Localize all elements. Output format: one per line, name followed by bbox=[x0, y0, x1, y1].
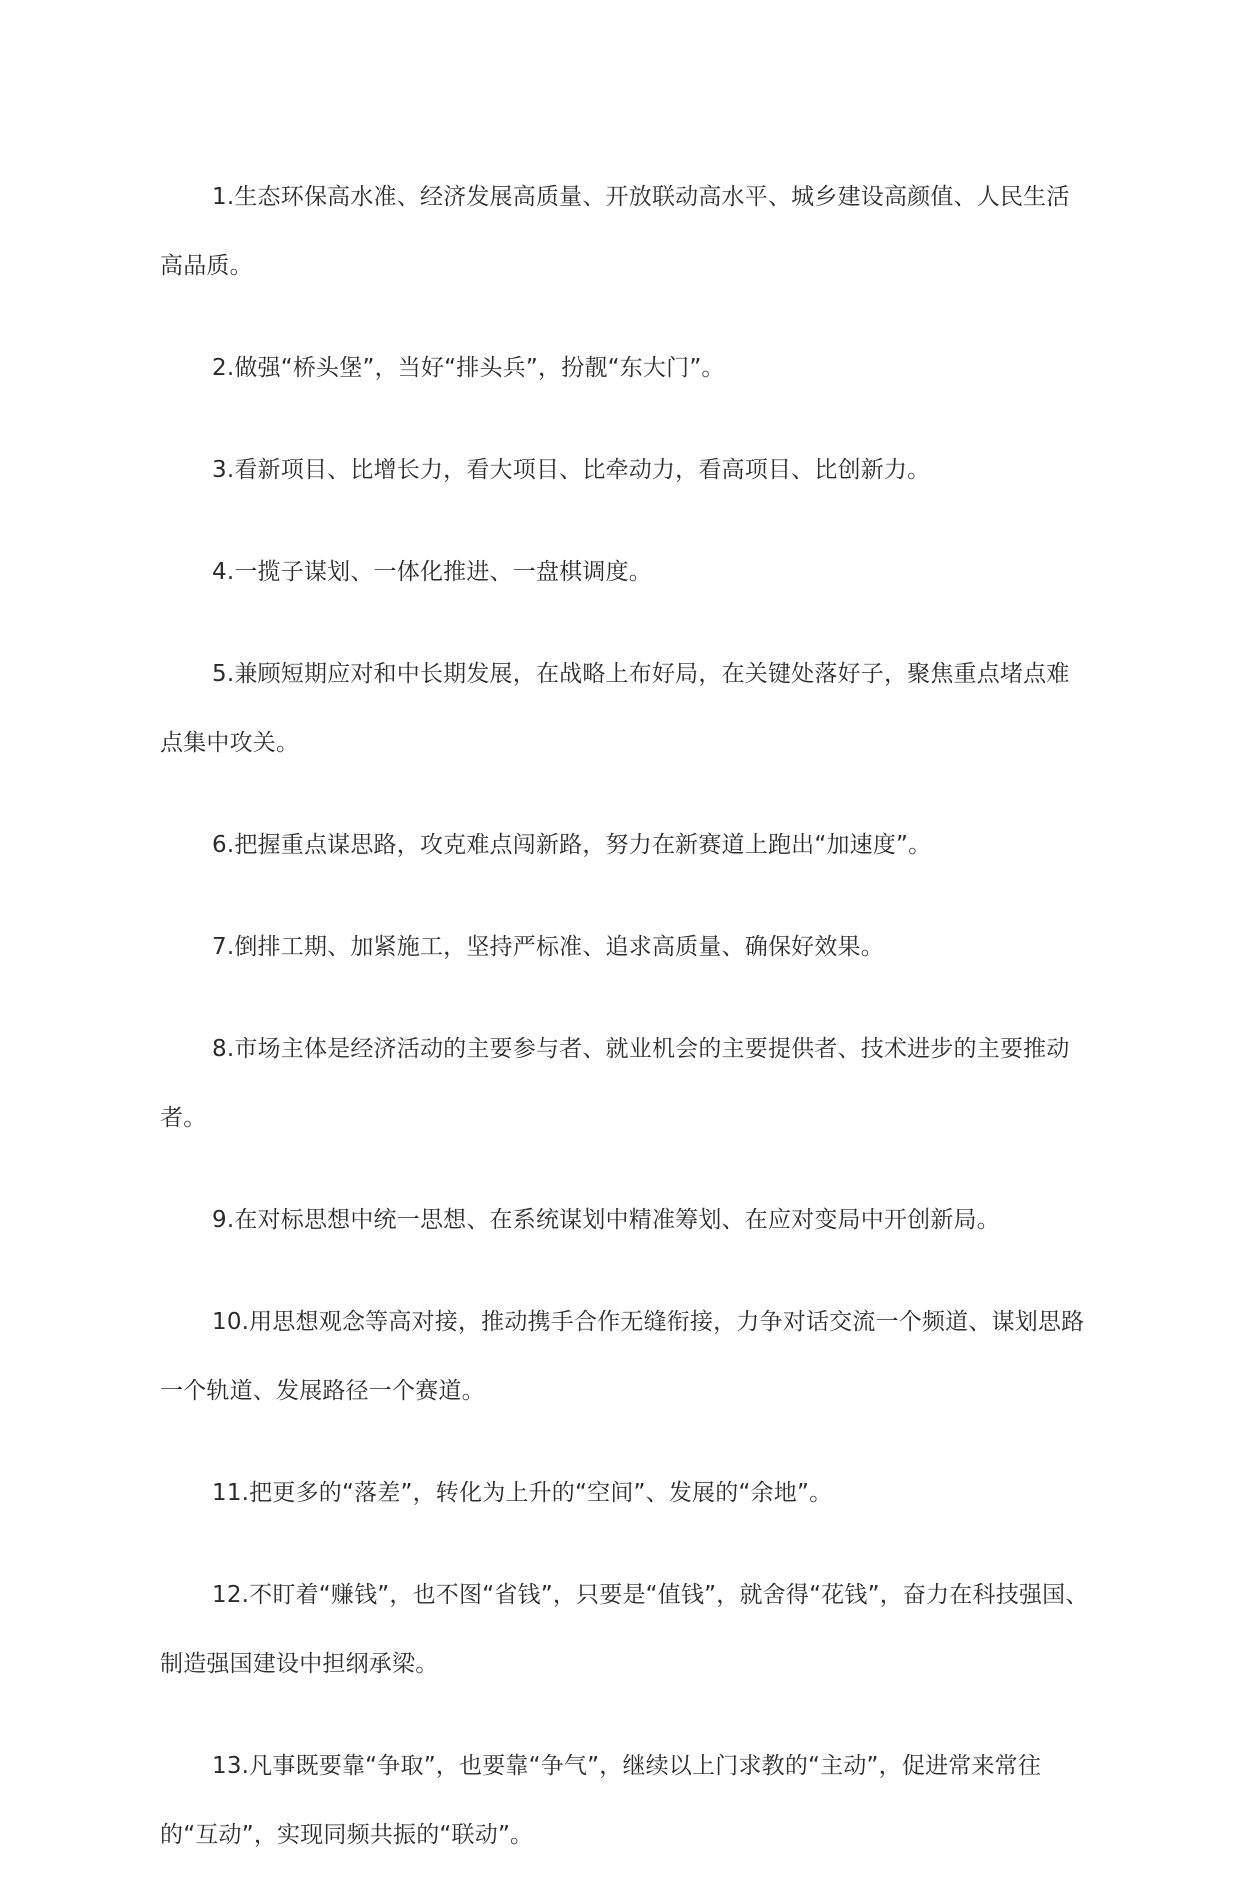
paragraph-6: 6.把握重点谋思路，攻克难点闯新路，努力在新赛道上跑出“加速度”。 bbox=[212, 832, 932, 858]
paragraph-7: 7.倒排工期、加紧施工，坚持严标准、追求高质量、确保好效果。 bbox=[212, 934, 884, 960]
document-body bbox=[160, 163, 1090, 1903]
paragraph-5: 5.兼顾短期应对和中长期发展，在战略上布好局，在关键处落好子，聚焦重点堵点难点集中攻关。 bbox=[160, 661, 1070, 756]
paragraph-8: 8.市场主体是经济活动的主要参与者、就业机会的主要提供者、技术进步的主要推动者。 bbox=[160, 1036, 1070, 1131]
paragraph-11: 11.把更多的“落差”，转化为上升的“空间”、发展的“余地”。 bbox=[212, 1480, 833, 1506]
paragraph-4: 4.一揽子谋划、一体化推进、一盘棋调度。 bbox=[212, 559, 652, 585]
paragraph-12: 12.不盯着“赚钱”，也不图“省钱”，只要是“值钱”，就舍得“花钱”，奋力在科技强国、制造强国建设中担纲承梁。 bbox=[160, 1582, 1089, 1677]
paragraph-10: 10.用思想观念等高对接，推动携手合作无缝衔接，力争对话交流一个频道、谋划思路一个轨道、发展路径一个赛道。 bbox=[160, 1309, 1085, 1404]
paragraph-9: 9.在对标思想中统一思想、在系统谋划中精准筹划、在应对变局中开创新局。 bbox=[212, 1207, 1000, 1233]
paragraph-2: 2.做强“桥头堡”，当好“排头兵”，扮靓“东大门”。 bbox=[212, 355, 725, 381]
paragraph-1: 1.生态环保高水准、经济发展高质量、开放联动高水平、城乡建设高颜值、人民生活高品质。 bbox=[160, 184, 1070, 279]
paragraph-3: 3.看新项目、比增长力，看大项目、比牵动力，看高项目、比创新力。 bbox=[212, 457, 931, 483]
paragraph-13: 13.凡事既要靠“争取”，也要靠“争气”，继续以上门求教的“主动”，促进常来常往的“互动”，实现同频共振的“联动”。 bbox=[160, 1753, 1042, 1848]
